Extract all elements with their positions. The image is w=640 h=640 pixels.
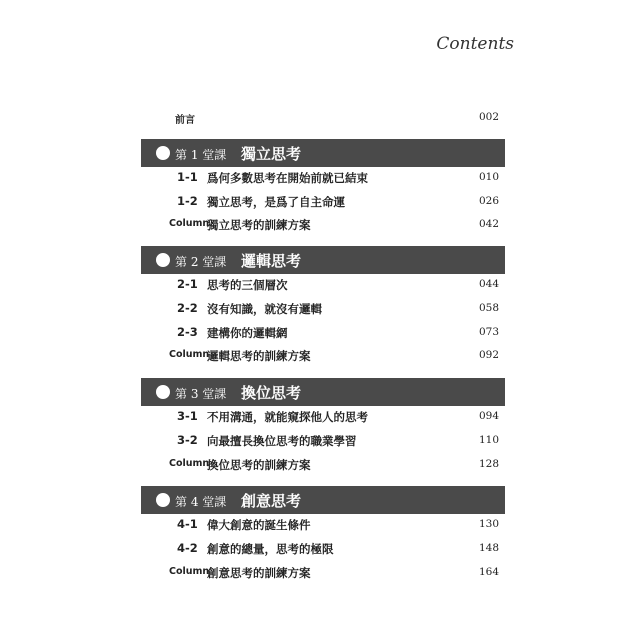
entry-text: 獨立思考，是爲了自主命運 [207,195,345,209]
entry-page: 073 [478,326,499,338]
bullet-circle-icon [156,253,170,267]
entry-text: 沒有知識，就沒有邏輯 [207,302,322,316]
entry-text: 前言 [175,115,195,126]
toc-entry[interactable] [141,406,505,428]
entry-text: 創意思考的訓練方案 [207,566,311,580]
bullet-circle-icon [156,385,170,399]
entry-text: 爲何多數思考在開始前就已結束 [207,171,368,185]
entry-number: Column [169,218,210,229]
bullet-circle-icon [156,146,170,160]
entry-number: Column [169,349,210,360]
entry-page: 044 [478,278,499,290]
entry-page: 026 [478,195,499,207]
entry-page: 148 [478,542,499,554]
entry-text: 偉大創意的誕生條件 [207,518,311,532]
bullet-circle-icon [156,493,170,507]
toc-entry[interactable] [141,514,505,536]
toc-entry-column[interactable] [141,454,505,476]
toc-entry-preface[interactable] [141,107,505,129]
entry-number: 1-1 [177,170,198,184]
chapter-name: 換位思考 [241,384,302,402]
chapter-name: 邏輯思考 [241,252,302,270]
chapter-label: 第 4 堂課 [175,495,227,509]
entry-text: 思考的三個層次 [207,278,288,292]
entry-page: 094 [478,410,499,422]
entry-text: 向最擅長換位思考的職業學習 [207,434,357,448]
entry-text: 創意的總量，思考的極限 [207,542,334,556]
toc-entry-column[interactable] [141,214,505,236]
entry-text: 不用溝通，就能窺探他人的思考 [207,410,368,424]
chapter-header-2[interactable] [141,246,505,274]
entry-page: 164 [478,566,499,578]
toc-entry[interactable] [141,322,505,344]
entry-number: 3-2 [177,433,198,447]
toc-entry-column[interactable] [141,562,505,584]
entry-number: Column [169,566,210,577]
entry-text: 邏輯思考的訓練方案 [207,349,311,363]
entry-page: 002 [478,111,499,123]
chapter-label: 第 3 堂課 [175,387,227,401]
toc-entry[interactable] [141,298,505,320]
toc-entry-column[interactable] [141,345,505,367]
entry-number: 4-1 [177,517,198,531]
chapter-header-3[interactable] [141,378,505,406]
entry-page: 042 [478,218,499,230]
entry-page: 058 [478,302,499,314]
chapter-header-4[interactable] [141,486,505,514]
entry-page: 110 [478,434,499,446]
chapter-label: 第 1 堂課 [175,148,227,162]
entry-text: 換位思考的訓練方案 [207,458,311,472]
entry-number: 4-2 [177,541,198,555]
toc-entry[interactable] [141,274,505,296]
entry-text: 獨立思考的訓練方案 [207,218,311,232]
entry-page: 130 [478,518,499,530]
entry-page: 128 [478,458,499,470]
chapter-label: 第 2 堂課 [175,255,227,269]
entry-text: 建構你的邏輯網 [207,326,288,340]
chapter-header-1[interactable] [141,139,505,167]
entry-number: 2-3 [177,325,198,339]
toc-entry[interactable] [141,167,505,189]
entry-number: 3-1 [177,409,198,423]
toc-entry[interactable] [141,538,505,560]
chapter-name: 獨立思考 [241,145,302,163]
toc-entry[interactable] [141,191,505,213]
entry-number: Column [169,458,210,469]
chapter-name: 創意思考 [241,492,302,510]
toc-entry[interactable] [141,430,505,452]
entry-page: 092 [478,349,499,361]
entry-number: 1-2 [177,194,198,208]
entry-number: 2-1 [177,277,198,291]
entry-page: 010 [478,171,499,183]
page-title: Contents [436,34,514,54]
entry-number: 2-2 [177,301,198,315]
